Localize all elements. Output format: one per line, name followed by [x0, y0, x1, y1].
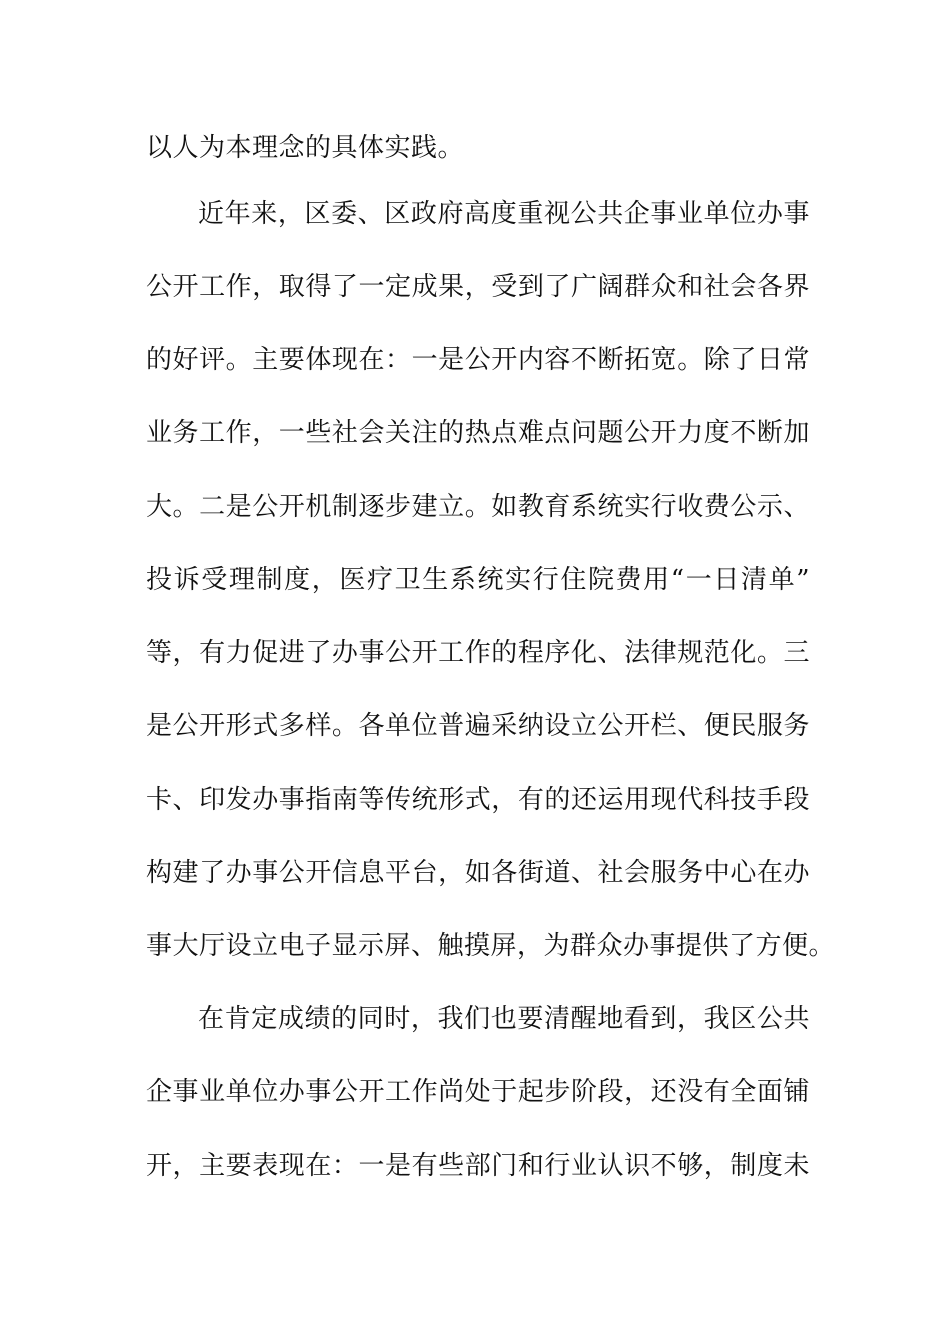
- text-line: 开，主要表现在：一是有些部门和行业认识不够，制度未: [146, 1151, 810, 1181]
- paragraph-first-line: 近年来，区委、区政府高度重视公共企事业单位办事: [198, 199, 810, 229]
- text-line: 大。二是公开机制逐步建立。如教育系统实行收费公示、: [146, 492, 810, 522]
- text-line: 企事业单位办事公开工作尚处于起步阶段，还没有全面铺: [146, 1077, 810, 1107]
- text-line: 构建了办事公开信息平台，如各街道、社会服务中心在办: [146, 858, 810, 888]
- text-line: 投诉受理制度，医疗卫生系统实行住院费用“一日清单”: [146, 565, 810, 595]
- text-line: 等，有力促进了办事公开工作的程序化、法律规范化。三: [146, 638, 810, 668]
- text-line: 的好评。主要体现在：一是公开内容不断拓宽。除了日常: [146, 345, 810, 375]
- text-line: 卡、印发办事指南等传统形式，有的还运用现代科技手段: [146, 785, 810, 815]
- paragraph-first-line: 在肯定成绩的同时，我们也要清醒地看到，我区公共: [198, 1004, 810, 1034]
- text-line: 以人为本理念的具体实践。: [146, 133, 465, 163]
- text-line: 业务工作，一些社会关注的热点难点问题公开力度不断加: [146, 418, 810, 448]
- text-line: 事大厅设立电子显示屏、触摸屏，为群众办事提供了方便。: [146, 931, 836, 961]
- text-line: 是公开形式多样。各单位普遍采纳设立公开栏、便民服务: [146, 711, 810, 741]
- text-line: 公开工作，取得了一定成果，受到了广阔群众和社会各界: [146, 272, 810, 302]
